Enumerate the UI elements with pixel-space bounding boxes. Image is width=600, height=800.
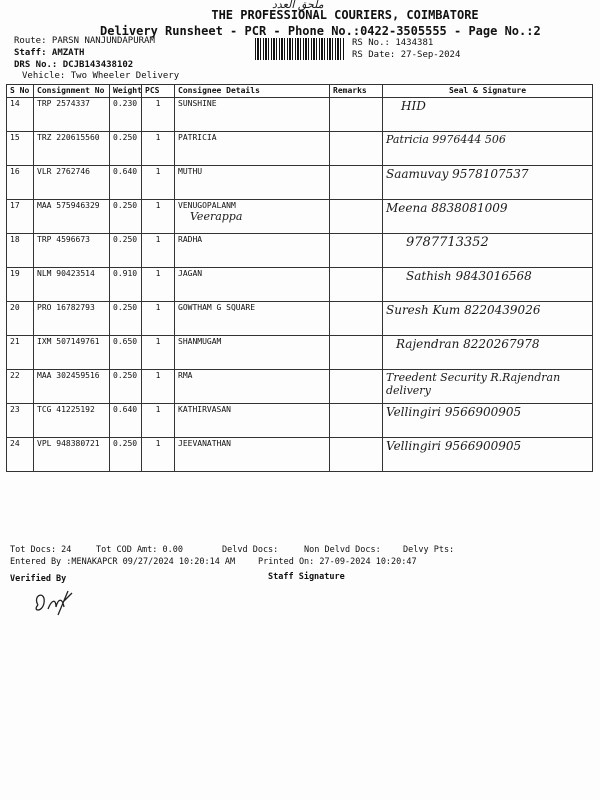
cell-consignment: TRP 4596673	[34, 234, 110, 268]
cell-consignment: VLR 2762746	[34, 166, 110, 200]
cell-weight: 0.640	[110, 166, 142, 200]
cell-pcs: 1	[142, 302, 175, 336]
handwritten-top-note: ملحق العدد	[272, 0, 324, 11]
cell-weight: 0.910	[110, 268, 142, 302]
table-row	[7, 438, 593, 472]
consignee-name: GOWTHAM G SQUARE	[178, 303, 256, 312]
cell-sno: 19	[7, 268, 34, 302]
cell-weight: 0.250	[110, 132, 142, 166]
cell-sno: 22	[7, 370, 34, 404]
cell-sno: 23	[7, 404, 34, 438]
delivery-points: Delvy Pts:	[403, 545, 455, 555]
col-header-consignment: Consignment No	[34, 85, 110, 98]
table-row	[7, 234, 593, 268]
verified-by-label: Verified By	[10, 574, 67, 584]
cell-remarks	[330, 268, 383, 302]
cell-remarks	[330, 98, 383, 132]
consignee-name: JEEVANATHAN	[178, 439, 231, 448]
cell-consignment: PRO 16782793	[34, 302, 110, 336]
delivered-docs: Delvd Docs:	[222, 545, 279, 555]
cell-pcs: 1	[142, 404, 175, 438]
handwritten-signature: Vellingiri 9566900905	[386, 439, 522, 453]
table-row	[7, 404, 593, 438]
cell-consignment: MAA 575946329	[34, 200, 110, 234]
cell-signature	[383, 268, 593, 302]
consignee-name: RMA	[178, 371, 193, 380]
cell-weight: 0.250	[110, 234, 142, 268]
cell-weight: 0.650	[110, 336, 142, 370]
handwritten-note: Veerappa	[190, 210, 243, 223]
handwritten-signature: Suresh Kum 8220439026	[386, 303, 541, 317]
cell-pcs: 1	[142, 166, 175, 200]
consignee-name: SUNSHINE	[178, 99, 217, 108]
cell-signature	[383, 370, 593, 404]
route-label: Route: PARSN NANJUNDAPURAM	[14, 36, 155, 46]
col-header-remarks: Remarks	[330, 85, 383, 98]
cell-sno: 14	[7, 98, 34, 132]
verifier-signature	[28, 585, 88, 625]
cell-sno: 21	[7, 336, 34, 370]
col-header-weight: Weight	[110, 85, 142, 98]
cell-consignee	[175, 404, 330, 438]
non-delivered-docs: Non Delvd Docs:	[304, 545, 381, 555]
total-docs: Tot Docs: 24	[10, 545, 72, 555]
cell-consignee	[175, 200, 330, 234]
cell-pcs: 1	[142, 98, 175, 132]
cell-consignment: IXM 507149761	[34, 336, 110, 370]
cell-sno: 16	[7, 166, 34, 200]
col-header-signature: Seal & Signature	[383, 85, 593, 98]
cell-weight: 0.230	[110, 98, 142, 132]
cell-signature	[383, 438, 593, 472]
table-row	[7, 200, 593, 234]
rs-number: RS No.: 1434381	[352, 38, 434, 48]
cell-signature	[383, 336, 593, 370]
cell-weight: 0.250	[110, 438, 142, 472]
table-row	[7, 166, 593, 200]
cell-pcs: 1	[142, 336, 175, 370]
col-header-pcs: PCS	[142, 85, 175, 98]
cell-pcs: 1	[142, 438, 175, 472]
cell-pcs: 1	[142, 200, 175, 234]
cell-weight: 0.250	[110, 200, 142, 234]
consignee-name: PATRICIA	[178, 133, 217, 142]
staff-label: Staff: AMZATH	[14, 48, 85, 58]
cell-consignee	[175, 234, 330, 268]
cell-remarks	[330, 404, 383, 438]
cell-sno: 24	[7, 438, 34, 472]
handwritten-signature: Saamuvay 9578107537	[386, 167, 529, 181]
rs-date: RS Date: 27-Sep-2024	[352, 50, 461, 60]
cell-consignment: TCG 41225192	[34, 404, 110, 438]
cell-signature	[383, 302, 593, 336]
cell-consignee	[175, 438, 330, 472]
col-header-sno: S No	[7, 85, 34, 98]
consignee-name: RADHA	[178, 235, 203, 244]
handwritten-signature: Vellingiri 9566900905	[386, 405, 522, 419]
cell-remarks	[330, 370, 383, 404]
cell-signature	[383, 234, 593, 268]
handwritten-signature: HID	[401, 99, 426, 113]
cell-consignee	[175, 268, 330, 302]
cell-consignment: MAA 302459516	[34, 370, 110, 404]
total-cod: Tot COD Amt: 0.00	[96, 545, 183, 555]
table-row	[7, 268, 593, 302]
table-row	[7, 370, 593, 404]
cell-remarks	[330, 200, 383, 234]
handwritten-signature: Rajendran 8220267978	[396, 337, 540, 351]
cell-signature	[383, 404, 593, 438]
table-row	[7, 98, 593, 132]
barcode-image	[255, 38, 345, 60]
consignee-name: KATHIRVASAN	[178, 405, 231, 414]
cell-remarks	[330, 302, 383, 336]
cell-consignee	[175, 132, 330, 166]
cell-sno: 17	[7, 200, 34, 234]
cell-signature	[383, 166, 593, 200]
drs-number: DRS No.: DCJB143438102	[14, 60, 134, 70]
table-row	[7, 336, 593, 370]
cell-remarks	[330, 166, 383, 200]
handwritten-signature: Meena 8838081009	[386, 201, 508, 215]
cell-consignee	[175, 166, 330, 200]
cell-consignment: TRZ 220615560	[34, 132, 110, 166]
entered-by: Entered By :MENAKAPCR 09/27/2024 10:20:14 AM	[10, 557, 236, 567]
cell-consignee	[175, 336, 330, 370]
cell-consignee	[175, 98, 330, 132]
cell-sno: 15	[7, 132, 34, 166]
cell-remarks	[330, 234, 383, 268]
company-name: THE PROFESSIONAL COURIERS, COIMBATORE	[211, 8, 479, 22]
staff-signature-label: Staff Signature	[268, 572, 345, 582]
cell-weight: 0.640	[110, 404, 142, 438]
cell-signature	[383, 98, 593, 132]
runsheet-table	[6, 84, 593, 472]
cell-sno: 18	[7, 234, 34, 268]
cell-signature	[383, 132, 593, 166]
cell-pcs: 1	[142, 370, 175, 404]
handwritten-signature: 9787713352	[406, 235, 489, 250]
cell-consignee	[175, 370, 330, 404]
handwritten-signature: Sathish 9843016568	[406, 269, 532, 283]
cell-consignee	[175, 302, 330, 336]
cell-weight: 0.250	[110, 370, 142, 404]
consignee-name: VENUGOPALANM	[178, 201, 236, 210]
cell-sno: 20	[7, 302, 34, 336]
handwritten-signature: Patricia 9976444 506	[386, 133, 506, 146]
consignee-name: JAGAN	[178, 269, 203, 278]
cell-remarks	[330, 336, 383, 370]
vehicle-label: Vehicle: Two Wheeler Delivery	[22, 71, 180, 81]
handwritten-signature: Treedent Security R.Rajendran delivery	[386, 371, 561, 397]
cell-remarks	[330, 132, 383, 166]
cell-consignment: VPL 948380721	[34, 438, 110, 472]
consignee-name: SHANMUGAM	[178, 337, 222, 346]
cell-signature	[383, 200, 593, 234]
cell-pcs: 1	[142, 268, 175, 302]
consignee-name: MUTHU	[178, 167, 203, 176]
printed-on: Printed On: 27-09-2024 10:20:47	[258, 557, 417, 567]
runsheet-title: Delivery Runsheet - PCR - Phone No.:0422-3505555 - Page No.:2	[100, 24, 541, 38]
cell-pcs: 1	[142, 234, 175, 268]
table-row	[7, 302, 593, 336]
cell-pcs: 1	[142, 132, 175, 166]
table-header-row	[7, 85, 593, 98]
table-row	[7, 132, 593, 166]
cell-consignment: TRP 2574337	[34, 98, 110, 132]
cell-remarks	[330, 438, 383, 472]
col-header-consignee: Consignee Details	[175, 85, 330, 98]
cell-weight: 0.250	[110, 302, 142, 336]
cell-consignment: NLM 90423514	[34, 268, 110, 302]
